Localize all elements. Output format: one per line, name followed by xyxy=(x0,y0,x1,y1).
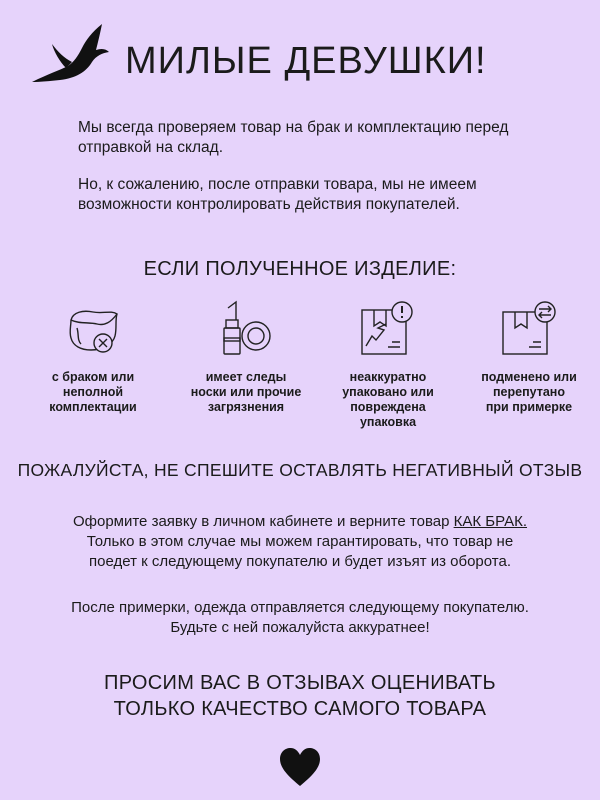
instructions-text xyxy=(0,512,600,572)
icon-item-damaged-package xyxy=(318,298,458,430)
defect-return-link[interactable]: КАК БРАК. xyxy=(453,513,528,530)
fitting-note xyxy=(0,598,600,638)
icon-item-defective xyxy=(23,298,163,415)
damaged-package-icon xyxy=(356,298,420,362)
instructions-line: поедет к следующему покупателю и будет изъят из оборота. xyxy=(89,553,511,570)
warning-heading: ПОЖАЛУЙСТА, НЕ СПЕШИТЕ ОСТАВЛЯТЬ НЕГАТИВНЫЙ ОТЗЫВ xyxy=(17,460,583,480)
intro-text xyxy=(78,118,548,232)
icon-label: с браком или неполной комплектации xyxy=(49,370,137,414)
icon-item-swapped xyxy=(459,298,599,415)
header xyxy=(30,22,590,102)
final-heading: ПРОСИМ ВАС В ОТЗЫВАХ ОЦЕНИВАТЬ ТОЛЬКО КАЧЕСТВО САМОГО ТОВАРА xyxy=(104,672,496,720)
icon-label: неаккуратно упаковано или повреждена упаковка xyxy=(342,370,434,429)
icon-label: имеет следы носки или прочие загрязнения xyxy=(190,370,302,414)
section-heading: ЕСЛИ ПОЛУЧЕННОЕ ИЗДЕЛИЕ: xyxy=(143,258,457,280)
intro-paragraph: Но, к сожалению, после отправки товара, мы не имеем возможности контролировать действия покупателей. xyxy=(78,176,477,213)
instructions-line: Только в этом случае мы можем гарантировать, что товар не xyxy=(86,533,514,550)
heart-icon xyxy=(278,746,322,788)
defective-item-icon xyxy=(63,298,123,362)
stained-items-icon xyxy=(216,298,276,362)
instructions-line: Оформите заявку в личном кабинете и верните товар КАК БРАК. xyxy=(72,513,528,530)
fitting-note-line: Будьте с ней пожалуйста аккуратнее! xyxy=(170,619,430,636)
fitting-note-line: После примерки, одежда отправляется следующему покупателю. xyxy=(71,599,529,616)
icon-item-stained xyxy=(176,298,316,415)
intro-paragraph: Мы всегда проверяем товар на брак и комплектацию перед отправкой на склад. xyxy=(78,119,509,156)
page-title: МИЛЫЕ ДЕВУШКИ! xyxy=(125,40,487,82)
icon-label: подменено или перепутано при примерке xyxy=(481,370,577,414)
swallow-icon xyxy=(30,22,110,86)
swapped-item-icon xyxy=(497,298,561,362)
icon-row xyxy=(0,298,600,428)
